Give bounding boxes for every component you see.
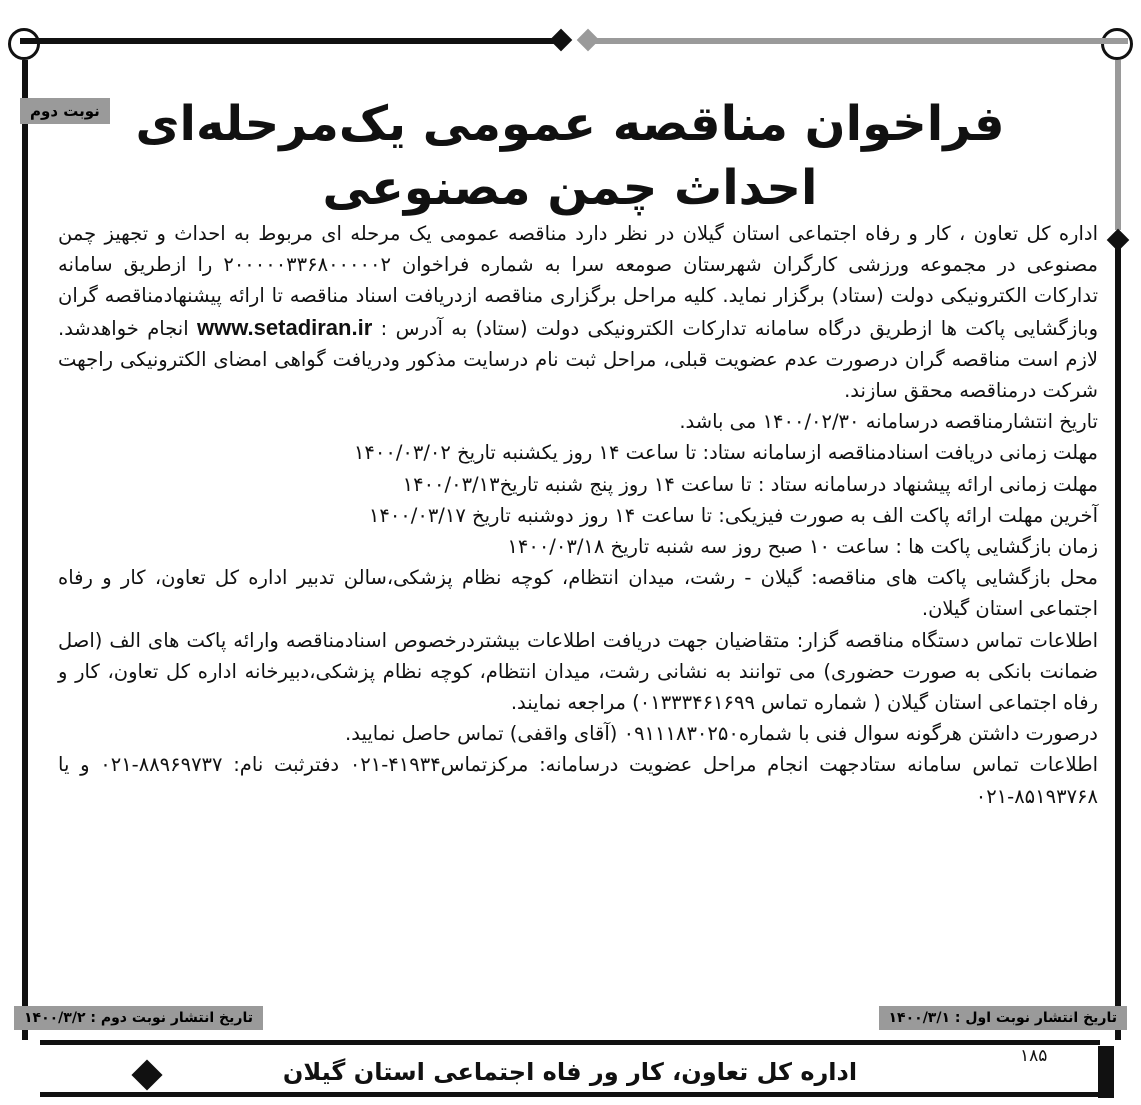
second-publish-date-badge: تاریخ انتشار نوبت دوم : ۱۴۰۰/۳/۲ xyxy=(14,1006,263,1030)
footer-organization: اداره کل تعاون، کار ور فاه اجتماعی استان گیلان xyxy=(282,1058,858,1086)
frame-top-bar-dark xyxy=(20,38,560,44)
frame-right-border-gray xyxy=(1115,60,1121,230)
contact-info-paragraph: اطلاعات تماس دستگاه مناقصه گزار: متقاضیان جهت دریافت اطلاعات بیشتردرخصوص اسنادمناقصه وارائه پاکت های الف (اصل ضمانت بانکی به صورت حضوری) می توانند به نشانی رشت، میدان انتظام، کوچه نظام پزشکی،دبیرخانه اداره کل تعاون، کار و رفاه اجتماعی استان گیلان ( شماره تماس ۰۱۳۳۳۴۶۱۶۹۹) مراجعه نمایند. xyxy=(58,628,1098,715)
proposal-deadline-line: مهلت زمانی ارائه پیشنهاد درسامانه ستاد : تا ساعت ۱۴ روز پنج شنبه تاریخ۱۴۰۰/۰۳/۱۳ xyxy=(402,472,1098,496)
title-line-1: فراخوان مناقصه عمومی یک‌مرحله‌ای xyxy=(135,96,1005,152)
opening-location-paragraph: محل بازگشایی پاکت های مناقصه: گیلان - رشت، میدان انتظام، کوچه نظام پزشکی،سالن تدبیر اداره کل تعاون، کار و رفاه اجتماعی استان گیلان. xyxy=(58,566,1098,621)
diamond-ornament xyxy=(550,29,573,52)
frame-top-border xyxy=(20,36,1128,46)
intro-text-a: اداره کل تعاون ، کار و رفاه اجتماعی استان گیلان در نظر دارد مناقصه عمومی یک مرحله ای مربوط به احداث و تجهیز چمن مصنوعی در مجموعه ورزشی کارگران شهرستان صومعه سرا به شماره فراخوان ۲۰۰۰۰۰۳۳۶۸۰۰۰۰۰۲ را ازطریق سامانه تدارکات الکترونیکی دولت (ستاد) برگزار نماید. کلیه مراحل برگزاری مناقصه ازدریافت اسناد مناقصه تا ارائه پیشنهادمناقصه گران وبازگشایی پاکت ها ازطریق درگاه سامانه تدارکات الکترونیکی دولت (ستاد) به آدرس : xyxy=(58,222,1099,340)
title-line-2: احداث چمن مصنوعی xyxy=(322,160,818,216)
footer-underline xyxy=(40,1092,1100,1097)
technical-question-line: درصورت داشتن هرگونه سوال فنی با شماره۰۹۱۱۱۸۳۰۲۵۰ (آقای واقفی) تماس حاصل نمایید. xyxy=(345,722,1098,746)
publish-date-line: تاریخ انتشارمناقصه درسامانه ۱۴۰۰/۰۲/۳۰ می باشد. xyxy=(679,410,1098,434)
envelope-deadline-line: آخرین مهلت ارائه پاکت الف به صورت فیزیکی: تا ساعت ۱۴ روز دوشنبه تاریخ ۱۴۰۰/۰۳/۱۷ xyxy=(368,503,1098,527)
diamond-ornament xyxy=(131,1059,162,1090)
page-title xyxy=(100,92,1040,220)
frame-top-bar-gray xyxy=(585,38,1128,44)
frame-left-border xyxy=(22,60,28,1040)
tender-body xyxy=(58,218,1098,812)
frame-right-border xyxy=(1115,240,1121,1040)
first-publish-date-badge: تاریخ انتشار نوبت اول : ۱۴۰۰/۳/۱ xyxy=(879,1006,1127,1030)
footer-block-ornament xyxy=(1098,1046,1114,1098)
frame-bottom-border xyxy=(40,1040,1100,1045)
page-number: ۱۸۵ xyxy=(1020,1046,1048,1066)
document-deadline-line: مهلت زمانی دریافت اسنادمناقصه ازسامانه ستاد: تا ساعت ۱۴ روز یکشنبه تاریخ ۱۴۰۰/۰۳/۰۲ xyxy=(353,441,1098,465)
diamond-ornament xyxy=(1107,229,1130,252)
round-badge: نوبت دوم xyxy=(20,98,110,124)
intro-text-b: انجام خواهدشد. لازم است مناقصه گران درصورت عدم عضویت قبلی، مراحل ثبت نام درسایت مذکور ودریافت گواهی امضای الکترونیکی راجهت شرکت درمناقصه محقق سازند. xyxy=(58,316,1098,403)
intro-paragraph xyxy=(58,218,1098,406)
setad-contact-paragraph: اطلاعات تماس سامانه ستادجهت انجام مراحل عضویت درسامانه: مرکزتماس۴۱۹۳۴-۰۲۱ دفترثبت نام: ۸۸۹۶۹۷۳۷-۰۲۱ و یا ۸۵۱۹۳۷۶۸-۰۲۱ xyxy=(58,753,1099,808)
opening-time-line: زمان بازگشایی پاکت ها : ساعت ۱۰ صبح روز سه شنبه تاریخ ۱۴۰۰/۰۳/۱۸ xyxy=(507,535,1098,559)
website-link[interactable]: www.setadiran.ir xyxy=(197,314,373,340)
diamond-ornament xyxy=(577,29,600,52)
